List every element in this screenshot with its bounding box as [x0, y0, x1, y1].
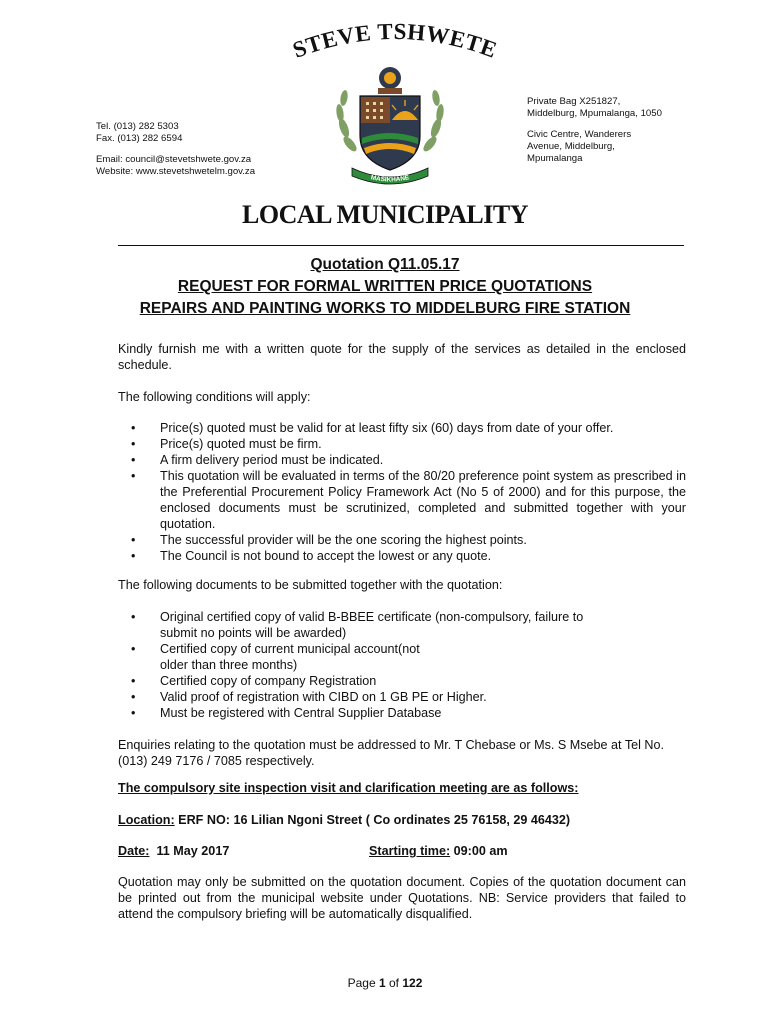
list-item: • Certified copy of company Registration	[131, 674, 377, 688]
time-line	[369, 843, 669, 859]
bullet-icon: •	[131, 690, 136, 704]
list-item: • Certified copy of current municipal account(not older than three months)	[131, 642, 420, 672]
list-item: • The successful provider will be the one scoring the highest points.	[131, 533, 527, 547]
motto-text: MASIKHANE	[370, 174, 410, 184]
conditions-intro: The following conditions will apply:	[118, 390, 311, 404]
civic-line-1: Civic Centre, Wanderers	[527, 129, 632, 140]
location-label: Location:	[118, 813, 175, 827]
bullet-icon: •	[131, 453, 136, 467]
page-number: 1	[378, 976, 386, 990]
bullet-icon: •	[131, 437, 136, 451]
civic-line-3: Mpumalanga	[527, 153, 583, 164]
documents-list	[118, 609, 618, 721]
list-item: • Valid proof of registration with CIBD on 1 GB PE or Higher.	[131, 690, 487, 704]
quotation-number-heading: Quotation Q11.05.17	[310, 256, 460, 273]
list-item: • The Council is not bound to accept the lowest or any quote.	[131, 549, 492, 563]
website-line: Website: www.stevetshwetelm.gov.za	[96, 166, 256, 177]
bullet-icon: •	[131, 421, 136, 435]
list-item: • Price(s) quoted must be valid for at least fifty six (60) days from date of your offer.	[131, 421, 614, 435]
request-heading: REQUEST FOR FORMAL WRITTEN PRICE QUOTATIONS	[177, 278, 593, 295]
email-line: Email: council@stevetshwete.gov.za	[96, 154, 252, 165]
documents-intro: The following documents to be submitted together with the quotation:	[118, 578, 503, 592]
list-item: • Original certified copy of valid B-BBEE certificate (non-compulsory, failure to submit no points will be awarded)	[131, 610, 584, 640]
list-item: • Price(s) quoted must be firm.	[131, 437, 322, 451]
date-label: Date:	[118, 844, 150, 858]
local-municipality-title: LOCAL MUNICIPALITY	[242, 200, 528, 229]
list-item: • This quotation will be evaluated in terms of the 80/20 preference point system as prescribed in the Preferential Procurement Policy Framework Act (No 5 of 2000) and for this purpose, the enclosed documents must be scrutinized, completed and submitted together with your quotation.	[131, 469, 686, 531]
tel-line: Tel. (013) 282 5303	[96, 121, 179, 132]
postal-address-block	[527, 96, 662, 120]
bullet-icon: •	[131, 674, 136, 688]
time-value: 09:00 am	[450, 844, 508, 858]
page-footer: Page 1 of 122	[347, 976, 423, 990]
location-line	[118, 812, 686, 828]
list-item: • Must be registered with Central Supplier Database	[131, 706, 442, 720]
bullet-icon: •	[131, 533, 136, 547]
location-value: ERF NO: 16 Lilian Ngoni Street ( Co ordinates 25 76158, 29 46432)	[174, 813, 571, 827]
svg-text:MASIKHANE	[370, 174, 411, 183]
coat-of-arms-logo	[330, 58, 450, 188]
contact-phone-block	[96, 121, 182, 145]
bullet-icon: •	[131, 549, 136, 563]
civic-address-block	[527, 129, 631, 165]
project-heading: REPAIRS AND PAINTING WORKS TO MIDDELBURG FIRE STATION	[139, 300, 631, 317]
bullet-icon: •	[131, 469, 136, 483]
bullet-icon: •	[131, 642, 136, 656]
closing-paragraph: Quotation may only be submitted on the quotation document. Copies of the quotation document can be printed out from the municipal website under Quotations. NB: Service providers that failed to attend the compulsory briefing will be automatically disqualified.	[118, 875, 686, 921]
bullet-icon: •	[131, 706, 136, 720]
inspection-heading: The compulsory site inspection visit and clarification meeting are as follows:	[118, 781, 579, 795]
svg-text:STEVE TSHWETE	[289, 19, 500, 63]
date-value: 11 May 2017	[149, 844, 230, 858]
bullet-icon: •	[131, 610, 136, 624]
arc-title-text: STEVE TSHWETE	[289, 18, 501, 63]
fax-line: Fax. (013) 282 6594	[96, 133, 183, 144]
header-divider	[118, 245, 684, 246]
contact-online-block	[96, 154, 255, 178]
list-item: • A firm delivery period must be indicated.	[131, 453, 384, 467]
postal-line-1: Private Bag X251827,	[527, 96, 621, 107]
enquiries-paragraph: Enquiries relating to the quotation must be addressed to Mr. T Chebase or Ms. S Msebe at Tel No. (013) 249 7176 / 7085 respectively.	[118, 738, 665, 768]
intro-paragraph: Kindly furnish me with a written quote for the supply of the services as detailed in the enclosed schedule.	[118, 342, 686, 372]
time-label: Starting time:	[369, 844, 451, 858]
conditions-list	[118, 420, 686, 564]
postal-line-2: Middelburg, Mpumalanga, 1050	[527, 108, 662, 119]
page-total: 122	[402, 976, 423, 990]
civic-line-2: Avenue, Middelburg,	[527, 141, 615, 152]
